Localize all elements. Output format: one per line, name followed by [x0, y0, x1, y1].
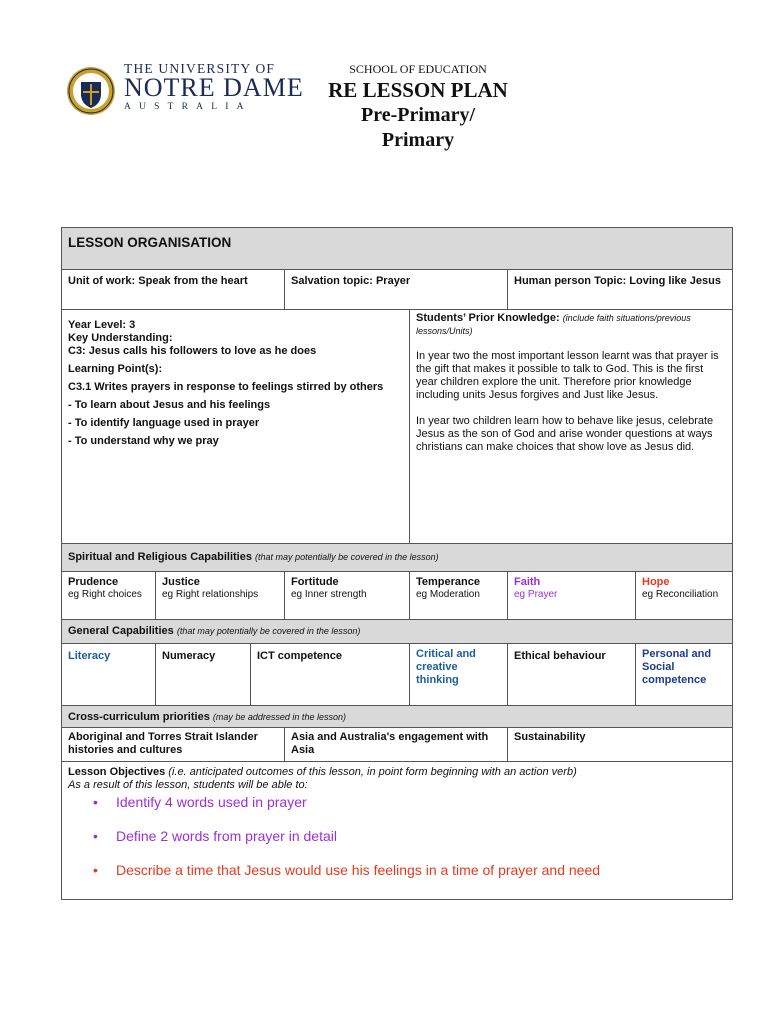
learning-details-cell [62, 310, 410, 544]
page-subtitle-2: Primary [381, 129, 455, 151]
objectives-note: (i.e. anticipated outcomes of this lesson, in point form beginning with an action verb) [168, 766, 577, 778]
general-literacy: Literacy [62, 644, 156, 706]
university-logo [66, 61, 304, 120]
cross-aboriginal: Aboriginal and Torres Strait Islander histories and cultures [62, 728, 285, 762]
learning-bullet-2: - To identify language used in prayer [68, 417, 260, 429]
objective-text: Identify 4 words used in prayer [116, 794, 307, 810]
general-critical-thinking: Critical and creative thinking [410, 644, 508, 706]
year-level: Year Level: 3 [68, 319, 136, 331]
bullet-icon: • [93, 862, 98, 878]
lesson-organisation-heading: LESSON ORGANISATION [62, 228, 733, 270]
general-ethical-behaviour: Ethical behaviour [508, 644, 636, 706]
capability-name: Justice [162, 576, 200, 588]
capability-fortitude [285, 572, 410, 620]
objective-text: Describe a time that Jesus would use his feelings in a time of prayer and need [116, 862, 601, 878]
objective-item [93, 794, 726, 811]
capability-temperance [410, 572, 508, 620]
prior-knowledge-note: (include faith situations/previous lessons/Units) [416, 313, 691, 336]
objectives-list [68, 794, 726, 879]
learning-bullet-1: - To learn about Jesus and his feelings [68, 399, 271, 411]
cross-asia: Asia and Australia's engagement with Asia [285, 728, 508, 762]
capability-example: eg Moderation [416, 589, 480, 600]
general-capabilities-heading-row [62, 620, 733, 644]
capability-example: eg Prayer [514, 589, 558, 600]
capability-example: eg Inner strength [291, 589, 367, 600]
general-ict: ICT competence [251, 644, 410, 706]
prior-knowledge-paragraph-1: In year two the most important lesson learnt was that prayer is the gift that makes it possible to talk to God. This is the first year children explore the unit. Therefore prior knowledge including units Jesus forgives and Just like Jesus. [416, 350, 719, 401]
capability-example: eg Reconciliation [642, 589, 719, 600]
prior-knowledge-cell [410, 310, 733, 544]
capability-name: Faith [514, 576, 541, 588]
capability-hope [636, 572, 733, 620]
learning-bullet-3: - To understand why we pray [68, 435, 219, 447]
cross-curriculum-note: (may be addressed in the lesson) [212, 712, 346, 722]
learning-points-heading: Learning Point(s): [68, 363, 163, 375]
logo-line-2: NOTRE DAME [124, 73, 304, 102]
cross-curriculum-heading-row [62, 706, 733, 728]
objective-item [93, 828, 726, 845]
spiritual-capabilities-note: (that may potentially be covered in the lesson) [255, 552, 439, 562]
crest-icon [66, 62, 116, 120]
capability-name: Fortitude [291, 576, 339, 588]
objective-item [93, 862, 726, 879]
capability-name: Prudence [68, 576, 119, 588]
key-understanding-heading: Key Understanding: [68, 332, 173, 344]
salvation-topic: Salvation topic: Prayer [285, 270, 508, 310]
capability-example: eg Right choices [68, 589, 142, 600]
lesson-objectives-cell [62, 762, 733, 900]
page-subtitle-1: Pre-Primary/ [360, 104, 475, 126]
objectives-heading: Lesson Objectives [68, 766, 166, 778]
capability-name: Hope [642, 576, 670, 588]
general-personal-social: Personal and Social competence [636, 644, 733, 706]
cross-curriculum-heading: Cross-curriculum priorities [68, 711, 210, 723]
cross-sustainability: Sustainability [508, 728, 733, 762]
capability-example: eg Right relationships [162, 589, 259, 600]
human-person-topic: Human person Topic: Loving like Jesus [508, 270, 733, 310]
document-header [318, 62, 518, 153]
prior-knowledge-heading: Students’ Prior Knowledge: [416, 312, 560, 324]
logo-line-1: THE UNIVERSITY OF [124, 61, 276, 76]
logo-line-3: AUSTRALIA [124, 102, 252, 112]
capability-faith [508, 572, 636, 620]
general-numeracy: Numeracy [156, 644, 251, 706]
lesson-plan-table [61, 227, 733, 900]
general-capabilities-note: (that may potentially be covered in the lesson) [176, 626, 361, 636]
capability-justice [156, 572, 285, 620]
spiritual-capabilities-heading: Spiritual and Religious Capabilities [68, 551, 252, 563]
objectives-intro: As a result of this lesson, students will be able to: [68, 779, 308, 791]
page-title: RE LESSON PLAN [328, 78, 508, 102]
general-capabilities-heading: General Capabilities [68, 625, 174, 637]
bullet-icon: • [93, 828, 98, 844]
bullet-icon: • [93, 794, 98, 810]
unit-of-work: Unit of work: Speak from the heart [62, 270, 285, 310]
key-understanding: C3: Jesus calls his followers to love as he does [68, 345, 317, 357]
capability-prudence [62, 572, 156, 620]
capability-name: Temperance [416, 576, 480, 588]
objective-text: Define 2 words from prayer in detail [116, 828, 337, 844]
school-name: SCHOOL OF EDUCATION [349, 62, 487, 76]
prior-knowledge-paragraph-2: In year two children learn how to behave like jesus, celebrate Jesus as the son of God and arise wonder questions at ways christians can make choices that show love as Jesus did. [416, 415, 714, 453]
spiritual-capabilities-heading-row [62, 544, 733, 572]
learning-point: C3.1 Writes prayers in response to feelings stirred by others [68, 381, 384, 393]
